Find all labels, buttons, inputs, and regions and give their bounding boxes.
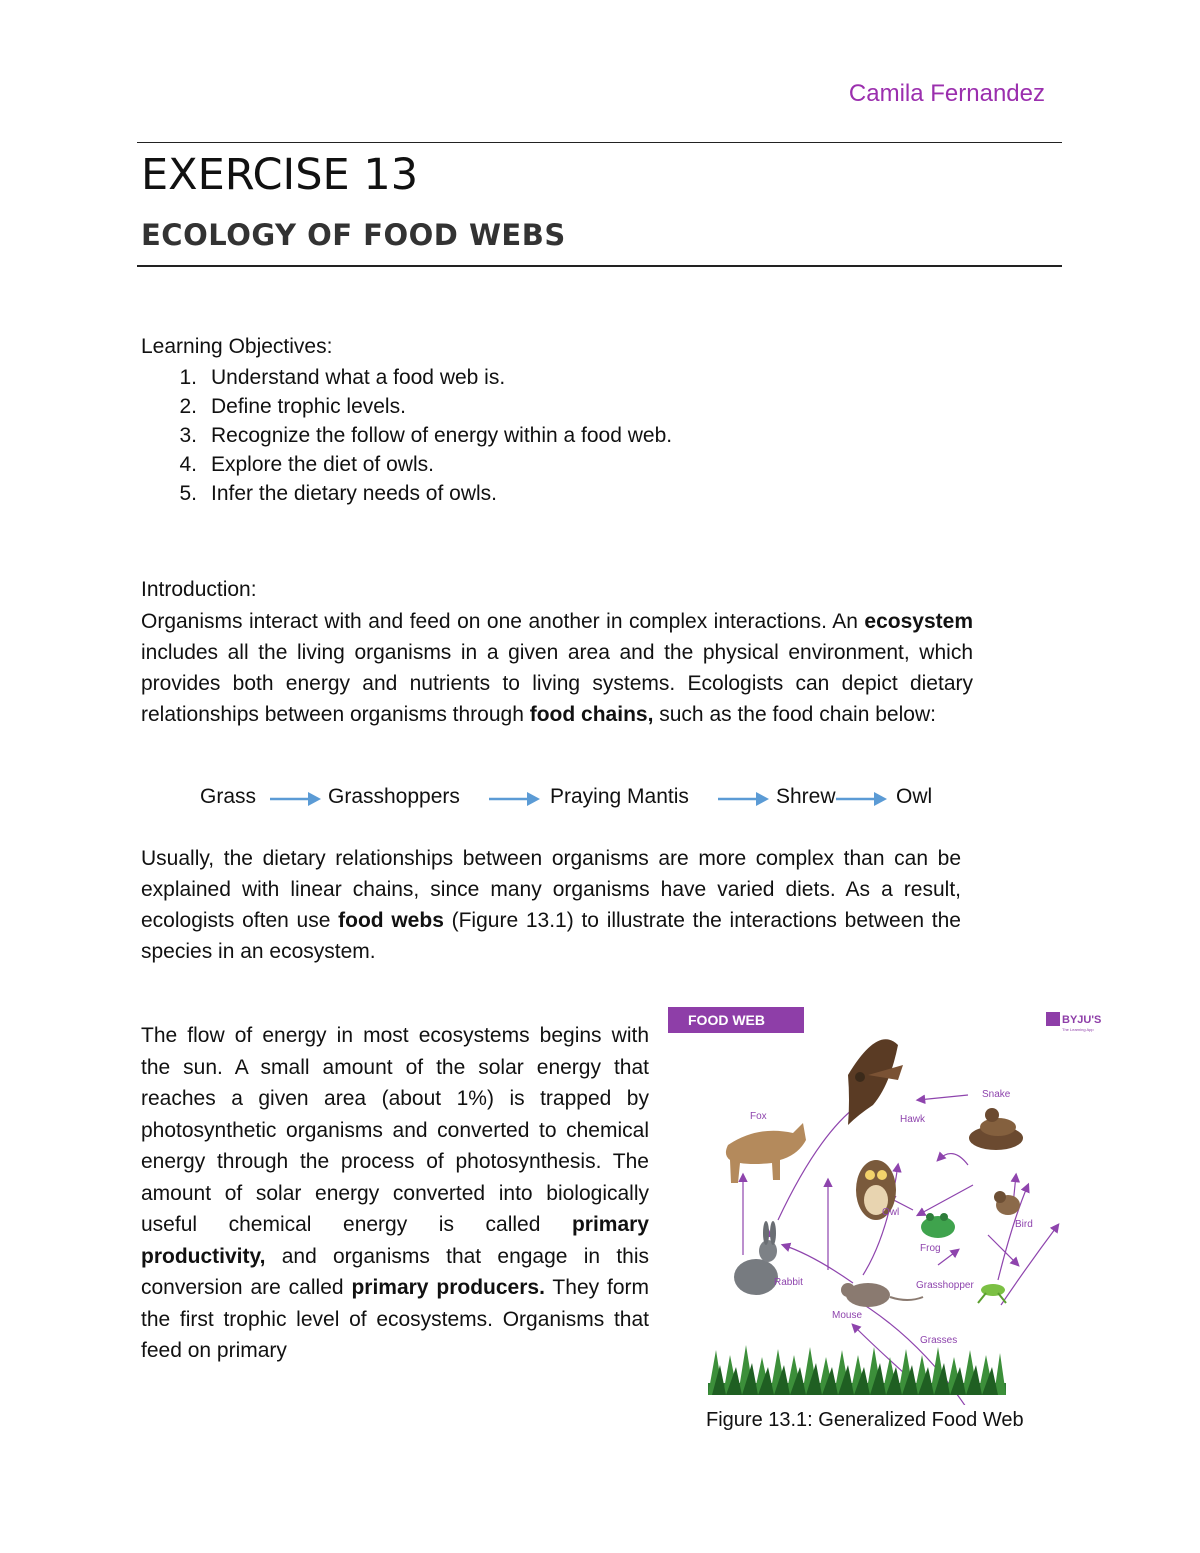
text-run: They form the first trophic level of ecosystems. Organisms that feed on primary bbox=[141, 1276, 650, 1362]
objective-number: 2. bbox=[179, 395, 197, 418]
objective-item bbox=[141, 392, 672, 421]
label-bird: Bird bbox=[1015, 1219, 1033, 1230]
chain-arrow-icon bbox=[834, 787, 888, 811]
objective-number: 5. bbox=[179, 482, 197, 505]
exercise-title: EXERCISE 13 bbox=[141, 150, 419, 200]
grass-icon bbox=[708, 1345, 1006, 1395]
term-food-chains: food chains, bbox=[529, 703, 654, 726]
introduction-heading: Introduction: bbox=[141, 578, 257, 601]
text-run: Organisms interact with and feed on one another in complex interactions. An bbox=[141, 610, 865, 633]
chain-node-praying-mantis: Praying Mantis bbox=[550, 785, 689, 808]
objective-number: 4. bbox=[179, 453, 197, 476]
objective-item bbox=[141, 421, 672, 450]
chain-node-grasshoppers: Grasshoppers bbox=[328, 785, 460, 808]
objective-number: 1. bbox=[179, 366, 197, 389]
brand-logo-icon bbox=[1046, 1012, 1060, 1026]
rabbit-icon bbox=[734, 1221, 778, 1295]
author-name: Camila Fernandez bbox=[848, 80, 1045, 107]
bird-icon bbox=[994, 1191, 1020, 1215]
intro-paragraph-2 bbox=[141, 843, 961, 967]
term-food-webs: food webs bbox=[338, 909, 444, 932]
text-run: such as the food chain below: bbox=[653, 703, 936, 726]
term-primary-productivity: primary productivity, bbox=[141, 1213, 649, 1268]
chain-node-owl: Owl bbox=[896, 785, 933, 808]
fox-icon bbox=[726, 1123, 806, 1183]
brand-name: BYJU'S bbox=[1062, 1014, 1102, 1026]
chain-arrow-icon bbox=[716, 787, 770, 811]
text-run: Usually, the dietary relationships between organisms are more complex than can be explained with linear chains, since many organisms have varied diets. As a result, ecologists often use bbox=[141, 847, 961, 932]
label-grasses: Grasses bbox=[920, 1335, 958, 1346]
label-grasshopper: Grasshopper bbox=[916, 1280, 974, 1291]
label-mouse: Mouse bbox=[832, 1310, 863, 1321]
label-hawk: Hawk bbox=[900, 1114, 926, 1125]
header-rule-bottom bbox=[137, 265, 1062, 267]
objective-text: Explore the diet of owls. bbox=[211, 453, 434, 476]
objectives-list bbox=[141, 363, 672, 508]
label-rabbit: Rabbit bbox=[774, 1277, 803, 1288]
objectives-heading: Learning Objectives: bbox=[141, 335, 333, 358]
objective-number: 3. bbox=[179, 424, 197, 447]
label-snake: Snake bbox=[982, 1089, 1011, 1100]
objective-item bbox=[141, 450, 672, 479]
objective-item bbox=[141, 479, 672, 508]
brand-tagline: The Learning App bbox=[1062, 1027, 1094, 1032]
banner-label: FOOD WEB bbox=[688, 1012, 765, 1028]
food-web-figure bbox=[668, 1005, 1116, 1405]
intro-paragraph-1 bbox=[141, 606, 973, 730]
chain-arrow-icon bbox=[487, 787, 541, 811]
text-run: The flow of energy in most ecosystems begins with the sun. A small amount of the solar energy that reaches a given area (about 1%) is trapped by photosynthetic organisms and converted to chemical energy through the process of photosynthesis. The amount of solar energy converted into biologically useful chemical energy is called bbox=[141, 1024, 649, 1236]
label-frog: Frog bbox=[920, 1243, 941, 1254]
exercise-subtitle: ECOLOGY OF FOOD WEBS bbox=[141, 218, 566, 252]
figure-caption: Figure 13.1: Generalized Food Web bbox=[706, 1409, 1024, 1431]
snake-icon bbox=[969, 1108, 1023, 1150]
frog-icon bbox=[921, 1213, 955, 1238]
text-run: and organisms that engage in this conversion are called bbox=[141, 1244, 649, 1299]
food-chain bbox=[0, 785, 1200, 817]
food-web-illustration bbox=[668, 1005, 1116, 1405]
label-owl: Owl bbox=[882, 1207, 900, 1218]
text-run: (Figure 13.1) to illustrate the interactions between the species in an ecosystem. bbox=[141, 909, 961, 963]
mouse-icon bbox=[841, 1283, 923, 1307]
objective-text: Understand what a food web is. bbox=[211, 366, 506, 389]
chain-node-shrew: Shrew bbox=[776, 785, 836, 808]
text-run: includes all the living organisms in a given area and the physical environment, which provides both energy and nutrients to living systems. Ecologists can depict dietary relationships between organisms through bbox=[141, 641, 973, 726]
grasshopper-icon bbox=[978, 1284, 1006, 1303]
hawk-icon bbox=[848, 1039, 903, 1125]
objective-text: Recognize the follow of energy within a food web. bbox=[211, 424, 673, 447]
objective-text: Define trophic levels. bbox=[211, 395, 406, 418]
term-ecosystem: ecosystem bbox=[864, 610, 973, 633]
chain-node-grass: Grass bbox=[200, 785, 257, 808]
objective-text: Infer the dietary needs of owls. bbox=[211, 482, 497, 505]
label-fox: Fox bbox=[750, 1111, 767, 1122]
chain-arrow-icon bbox=[268, 787, 322, 811]
term-primary-producers: primary producers. bbox=[351, 1276, 545, 1299]
intro-paragraph-3 bbox=[141, 1020, 649, 1367]
objective-item bbox=[141, 363, 672, 392]
header-rule-top bbox=[137, 142, 1062, 143]
